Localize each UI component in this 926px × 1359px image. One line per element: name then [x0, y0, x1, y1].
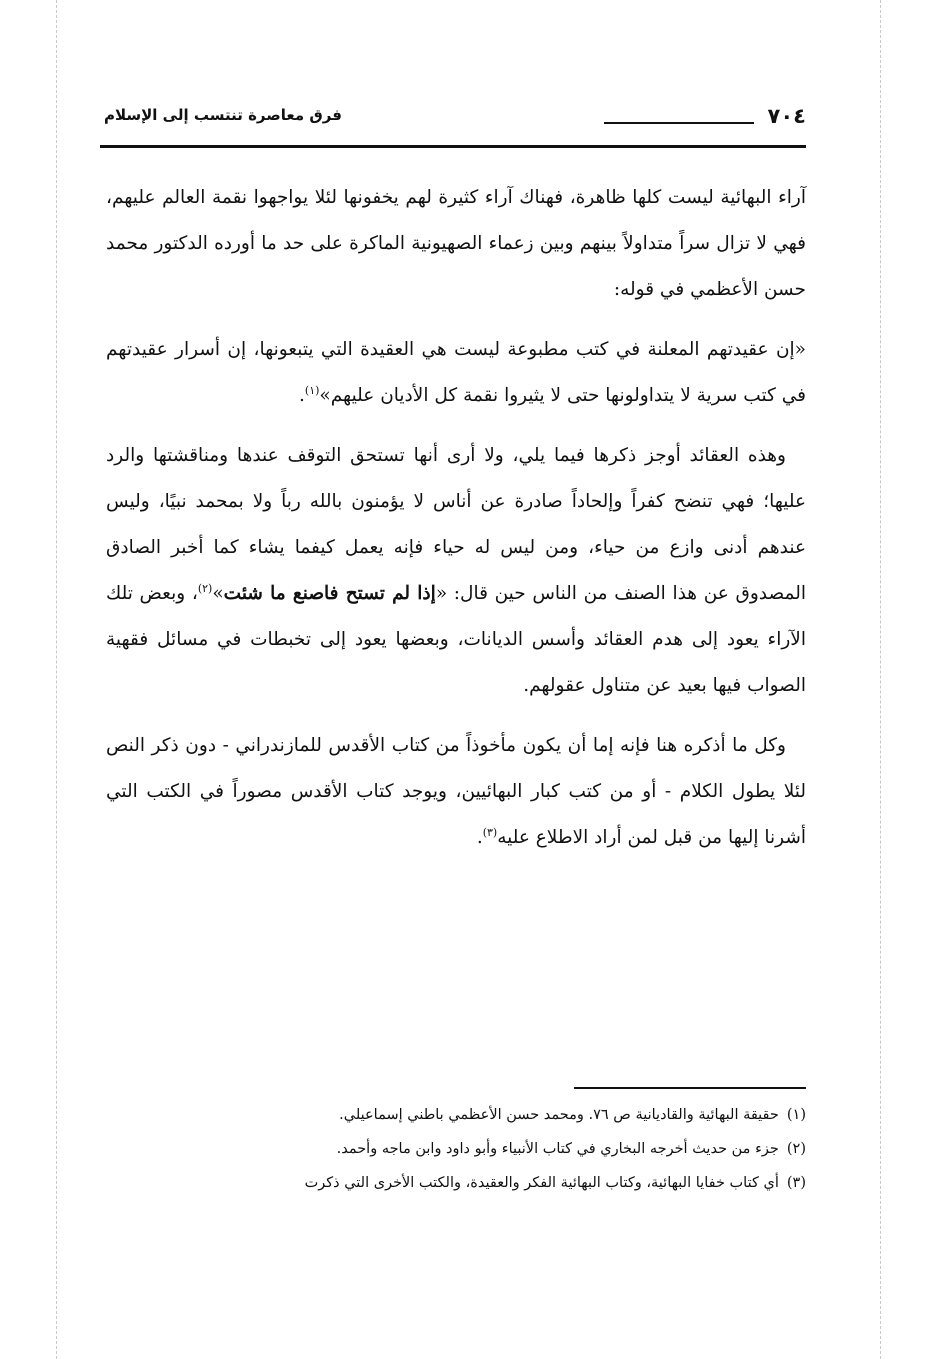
paragraph-2-quote [106, 327, 806, 419]
quote-text: «إن عقيدتهم المعلنة في كتب مطبوعة ليست هي العقيدة التي يتبعونها، إن أسرار عقيدتهم في كتب سرية لا يتداولونها حتى لا يثيروا نقمة كل الأديان عليهم» [106, 339, 806, 406]
page-number: ٧٠٤ [767, 104, 806, 128]
footnote-number: (١) [786, 1107, 806, 1123]
footnote-number: (٣) [786, 1175, 806, 1191]
footnote-ref-2: (٢) [197, 581, 213, 595]
paragraph-1: آراء البهائية ليست كلها ظاهرة، فهناك آراء كثيرة لهم يخفونها لئلا يواجهوا نقمة العالم عليهم، فهي لا تزال سراً متداولاً بينهم وبين زعماء الصهيونية الماكرة على حد ما أورده الدكتور محمد حسن الأعظمي في قوله: [106, 187, 806, 300]
hadith-quote: إذا لم تستح فاصنع ما شئت [223, 583, 436, 604]
footnote-text: أي كتاب خفايا البهائية، وكتاب البهائية الفكر والعقيدة، والكتب الأخرى التي ذكرت [304, 1175, 779, 1191]
footnote-3 [110, 1166, 806, 1200]
footnote-1 [110, 1098, 806, 1132]
header-title-rule [604, 122, 754, 124]
footnote-text: حقيقة البهائية والقاديانية ص ٧٦. ومحمد حسن الأعظمي باطني إسماعيلي. [339, 1107, 779, 1123]
footnotes [110, 1098, 806, 1200]
footnote-ref-3: (٣) [482, 825, 498, 839]
hadith-close: » [212, 583, 224, 604]
paragraph-3-part-a: وهذه العقائد أوجز ذكرها فيما يلي، ولا أرى أنها تستحق التوقف عندها ومناقشتها والرد عليها؛ فهي تنضح كفراً وإلحاداً صادرة عن أناس لا يؤمنون بالله رباً ولا بمحمد نبيًا، وليس عندهم أدنى وازع من حياء، ومن ليس له حياء فإنه يعمل كيفما يشاء كما أخبر الصادق المصدوق عن هذا الصنف من الناس حين قال: « [106, 445, 806, 604]
scan-fold-line-right [880, 0, 881, 1359]
footnote-text: جزء من حديث أخرجه البخاري في كتاب الأنبياء وأبو داود وابن ماجه وأحمد. [336, 1141, 779, 1157]
scan-fold-line-left [56, 0, 57, 1359]
running-title: فرق معاصرة تنتسب إلى الإسلام [104, 106, 342, 124]
paragraph-3 [106, 433, 806, 709]
footnote-separator [574, 1087, 806, 1089]
quote-end: . [299, 385, 305, 406]
paragraph-3-part-c: ، وبعض تلك الآراء يعود إلى هدم العقائد وأسس الديانات، وبعضها يعود إلى تخبطات في مسائل فقهية الصواب فيها بعيد عن متناول عقولهم. [106, 583, 806, 696]
footnote-2 [110, 1132, 806, 1166]
footnote-ref-1: (١) [304, 383, 320, 397]
page-header [100, 100, 806, 146]
paragraph-4 [106, 723, 806, 861]
main-text [106, 175, 806, 861]
footnote-number: (٢) [786, 1141, 806, 1157]
paragraph-4-end: . [476, 827, 483, 848]
header-divider [100, 145, 806, 148]
paragraph-4-text: وكل ما أذكره هنا فإنه إما أن يكون مأخوذاً من كتاب الأقدس للمازندراني - دون ذكر النص لئلا يطول الكلام - أو من كتب كبار البهائيين، ويوجد كتاب الأقدس مصوراً في الكتب التي أشرنا إليها من قبل لمن أراد الاطلاع عليه [106, 735, 806, 848]
